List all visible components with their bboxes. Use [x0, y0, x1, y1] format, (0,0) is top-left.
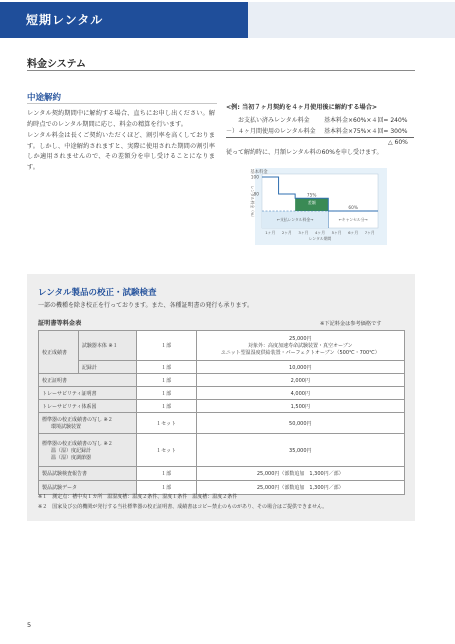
footnote-1: ※１ 測定点：槽中央１カ所 温湿度槽：温度２条件、湿度１条件 温度槽：温度２条件: [38, 494, 238, 500]
early-termination-title: 中途解約: [27, 93, 62, 103]
x-tick-label: 4ヶ月: [314, 230, 326, 235]
x-tick-label: 1ヶ月: [265, 230, 276, 235]
row-count: １部: [136, 374, 196, 387]
row-price: 10,000円: [196, 361, 404, 374]
calibration-description: 一部の機種を除き校正を行っております。また、各種証明書の発行も承ります。: [38, 302, 254, 309]
row-item: [39, 413, 137, 434]
price-table-title: 証明書等料金表: [38, 320, 82, 327]
rate-60-label: 60%: [348, 206, 358, 211]
row-item: トレーサビリティ体系図: [39, 400, 137, 413]
row-item-line: 温（湿）度調節器: [51, 454, 92, 461]
row-price: 25,000円（部数追加 1,300円／部）: [196, 467, 404, 481]
example-line2-label: －）４ヶ月間使用のレンタル料金: [226, 128, 316, 135]
y-axis-label: レンタル料金（%）: [250, 185, 255, 220]
section-title: 料金システム: [27, 59, 86, 70]
x-tick-label: 5ヶ月: [331, 230, 342, 235]
example-line1-label: お支払い済みレンタル料金: [238, 117, 310, 124]
row-item-line: 環境試験装置: [51, 424, 82, 430]
row-count: １セット: [136, 434, 196, 467]
row-count: １部: [136, 361, 196, 374]
cancel-label: ←キャンセル分→: [338, 217, 368, 222]
row-price-detailed: [196, 331, 404, 361]
calibration-title: レンタル製品の校正・試験検査: [38, 288, 157, 298]
price-table-note: ※下記料金は参考価格です: [320, 321, 382, 327]
table-row: [39, 434, 405, 467]
row-item-line: 標準器の校正成績書の写し ※２: [42, 417, 113, 423]
row-count: １セット: [136, 413, 196, 434]
row-price: 35,000円: [196, 434, 404, 467]
row-count: １部: [136, 400, 196, 413]
example-heading: <例: 当初７ヶ月契約を４ヶ月使用後に解約する場合>: [226, 104, 378, 111]
row-count: １部: [136, 387, 196, 400]
table-row: [39, 331, 405, 361]
x-tick-label: 2ヶ月: [281, 230, 292, 235]
example-line2-calc: 基本料金×75%×４回= 300%: [324, 128, 408, 135]
x-axis-label: レンタル期間: [308, 236, 332, 241]
rate-75-label: 75%: [306, 193, 317, 199]
x-tick-label: 6ヶ月: [348, 230, 359, 235]
table-row: [39, 400, 405, 413]
row-group-label: 校正成績書: [39, 331, 79, 374]
diff-label: 差額: [307, 199, 316, 205]
row-item: 記録計: [78, 361, 136, 374]
header-title: 短期レンタル: [26, 13, 104, 27]
row-price: 2,000円: [196, 374, 404, 387]
row-item: 試験器本体 ※１: [78, 331, 136, 361]
y-tick-label: 80: [253, 192, 259, 198]
table-row: [39, 387, 405, 400]
x-tick-label: 7ヶ月: [364, 230, 375, 235]
early-termination-paragraph-2: レンタル料金は長くご契約いただくほど、割引率を高くしております。しかし、中途解約されますと、実際に使用された期間の割引率しか適用されませんので、その差額分を申し受けることになります。: [27, 132, 215, 171]
row-count: １部: [136, 481, 196, 495]
table-row: [39, 361, 405, 374]
row-count: １部: [136, 467, 196, 481]
row-price: 25,000円（部数追加 1,300円／部）: [196, 481, 404, 495]
row-price: 1,500円: [196, 400, 404, 413]
table-row: [39, 374, 405, 387]
page-number: 5: [27, 621, 32, 629]
example-line1-calc: 基本料金×60%×４回= 240%: [324, 117, 408, 124]
row-item: 製品試験検査報告書: [39, 467, 137, 481]
row-price-detail: 対象外：高度加速寿命試験装置・真空オーブン: [248, 343, 353, 349]
row-item: 校正証明書: [39, 374, 137, 387]
y-axis-title: 基本料金: [250, 170, 268, 175]
row-item: 製品試験データ: [39, 481, 137, 495]
row-price-detail: ユニット型温湿度供給装置・パーフェクトオーブン（500℃・700℃）: [220, 350, 380, 356]
row-price: 4,000円: [196, 387, 404, 400]
row-item-line: 温（湿）度記録計: [51, 447, 92, 454]
y-tick-label: 100: [250, 175, 259, 181]
example-conclusion: 従って解約時に、月額レンタル料の60%を申し受けます。: [226, 149, 383, 156]
row-count: １部: [136, 331, 196, 361]
certificate-price-table: [38, 330, 405, 495]
table-row: [39, 467, 405, 481]
row-item-line: 標準器の校正成績書の写し ※２: [42, 440, 113, 447]
table-row: [39, 413, 405, 434]
footnote-2: ※２ 国家及び公的機関が発行する当社標準器の校正証明書、成績書はコピー禁止のものがあり、その場合はご提供できません。: [38, 504, 328, 510]
row-item: トレーサビリティ証明書: [39, 387, 137, 400]
early-termination-paragraph-1: レンタル契約期間中に解約する場合、直ちにお申し出ください。解約時点でのレンタル期間に応じ、料金の精算を行います。: [27, 110, 215, 128]
row-price: 50,000円: [196, 413, 404, 434]
row-item: [39, 434, 137, 467]
x-tick-label: 3ヶ月: [298, 230, 309, 235]
example-diff: △ 60%: [388, 139, 408, 146]
row-price: 25,000円: [289, 336, 312, 342]
paid-label: ←支払レンタル料金→: [276, 217, 314, 222]
